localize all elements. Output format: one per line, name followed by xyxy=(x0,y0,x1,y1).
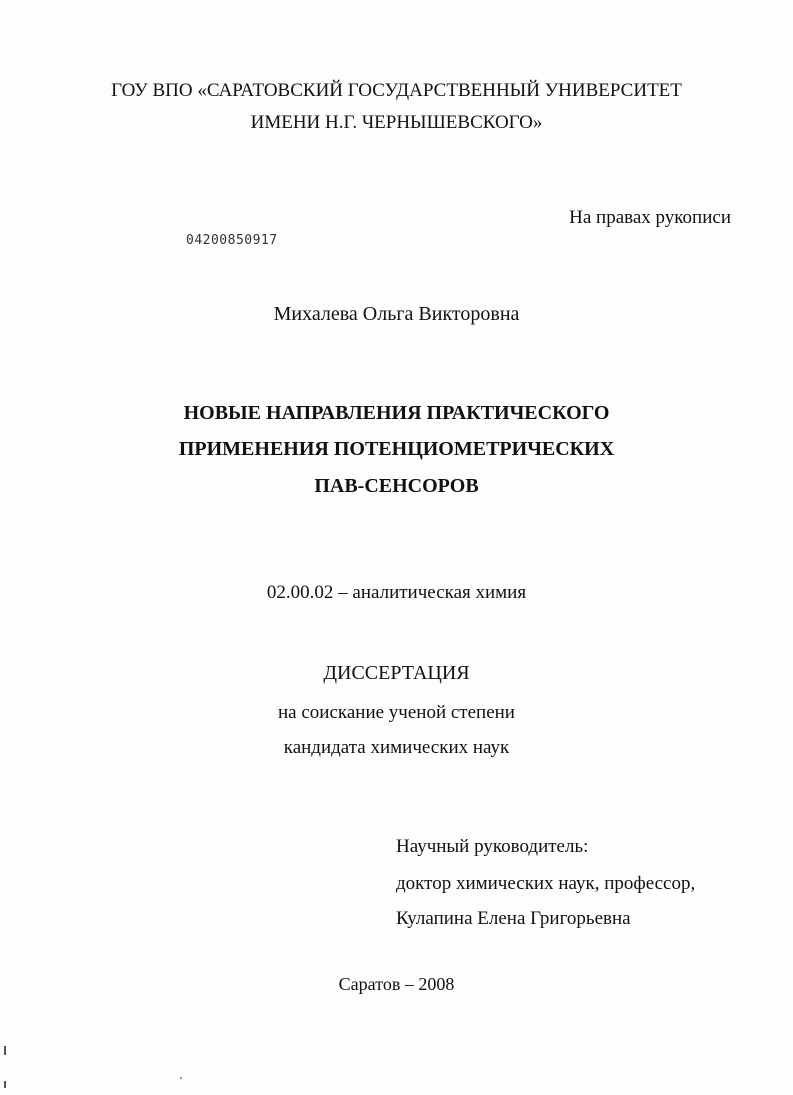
place-and-year: Саратов – 2008 xyxy=(338,974,455,994)
degree-line-2: кандидата химических наук xyxy=(283,737,510,758)
catalog-code-stamp: 04200850917 xyxy=(186,233,278,248)
scan-speck xyxy=(180,1077,182,1079)
dissertation-title-line-3: ПАВ-СЕНСОРОВ xyxy=(314,475,479,497)
scan-speck xyxy=(4,1046,6,1055)
dissertation-title-line-2: ПРИМЕНЕНИЯ ПОТЕНЦИОМЕТРИЧЕСКИХ xyxy=(178,438,615,460)
supervisor-name: Кулапина Елена Григорьевна xyxy=(396,908,631,929)
rights-note: На правах рукописи xyxy=(569,207,731,228)
supervisor-degree: доктор химических наук, профессор, xyxy=(396,873,696,894)
scan-speck xyxy=(4,1081,6,1088)
specialty: 02.00.02 – аналитическая химия xyxy=(266,582,527,603)
supervisor-label: Научный руководитель: xyxy=(396,836,589,857)
university-name-line-1: ГОУ ВПО «САРАТОВСКИЙ ГОСУДАРСТВЕННЫЙ УНИВЕРСИТЕТ xyxy=(111,80,682,101)
author-name: Михалева Ольга Викторовна xyxy=(273,303,520,325)
degree-line-1: на соискание ученой степени xyxy=(278,702,515,723)
work-type-label: ДИССЕРТАЦИЯ xyxy=(323,662,470,684)
university-name-line-2: ИМЕНИ Н.Г. ЧЕРНЫШЕВСКОГО» xyxy=(250,112,543,133)
dissertation-title-line-1: НОВЫЕ НАПРАВЛЕНИЯ ПРАКТИЧЕСКОГО xyxy=(183,402,610,424)
